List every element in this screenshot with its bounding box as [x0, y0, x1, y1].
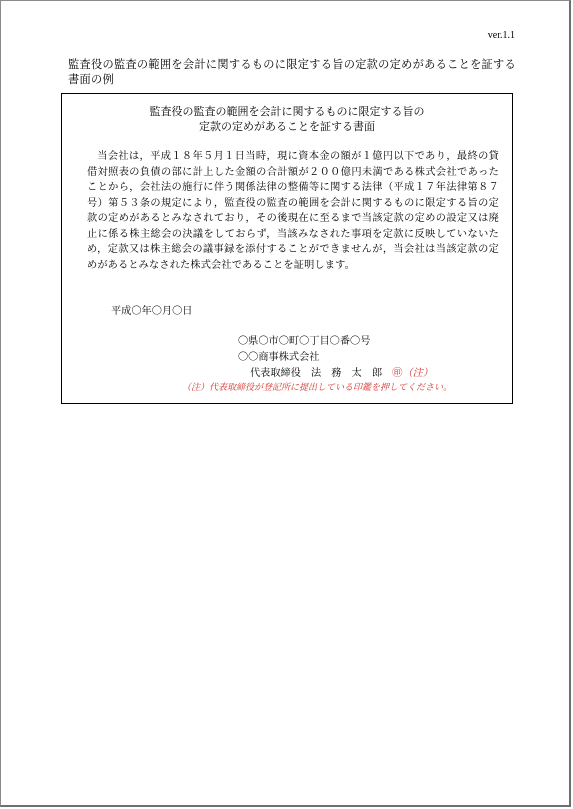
note-marker: （注）	[402, 368, 433, 379]
representative-title: 代表取締役	[250, 368, 301, 379]
seal-icon: ㊞	[392, 368, 403, 379]
certificate-body-text: 当会社は，平成１８年５月１日当時，現に資本金の額が１億円以下であり，最終の貸借対照表の負債の部に計上した金額の合計額が２００億円未満である株式会社であったことから，会社法の施行に伴う関係法律の整備等に関する法律（平成１７年法律第８７号）第５３条の規定により，監査役の監査の範囲を会計に関するものに限定する旨の定款の定めがあるとみなされており，その後現在に至るまで当該定款の定めの設定又は廃止に係る株主総会の決議をしておらず，当該みなされた事項を定款に反映していないため，定款又は株主総会の議事録を添付することができませんが，当会社は当該定款の定めがあるとみなされた株式会社であることを証明します。	[87, 151, 499, 271]
certificate-title	[62, 104, 512, 134]
company-name: 〇〇商事株式会社	[238, 352, 320, 363]
seal-note: （注）代表取締役が登記所に提出している印鑑を押してください。	[182, 383, 453, 393]
representative-name: 法 務 太 郎	[310, 368, 383, 379]
certificate-date: 平成〇年〇月〇日	[111, 306, 193, 317]
certificate-box	[61, 93, 513, 404]
document-heading: 監査役の監査の範囲を会計に関するものに限定する旨の定款の定めがあることを証する書面の例	[68, 58, 517, 86]
version-label: ver.1.1	[487, 30, 515, 41]
company-address: 〇県〇市〇町〇丁目〇番〇号	[238, 336, 371, 347]
representative-row	[250, 366, 433, 381]
certificate-title-line2: 定款の定めがあることを証する書面	[199, 120, 375, 133]
certificate-title-line1: 監査役の監査の範囲を会計に関するものに限定する旨の	[149, 105, 425, 118]
certificate-body	[87, 149, 499, 273]
